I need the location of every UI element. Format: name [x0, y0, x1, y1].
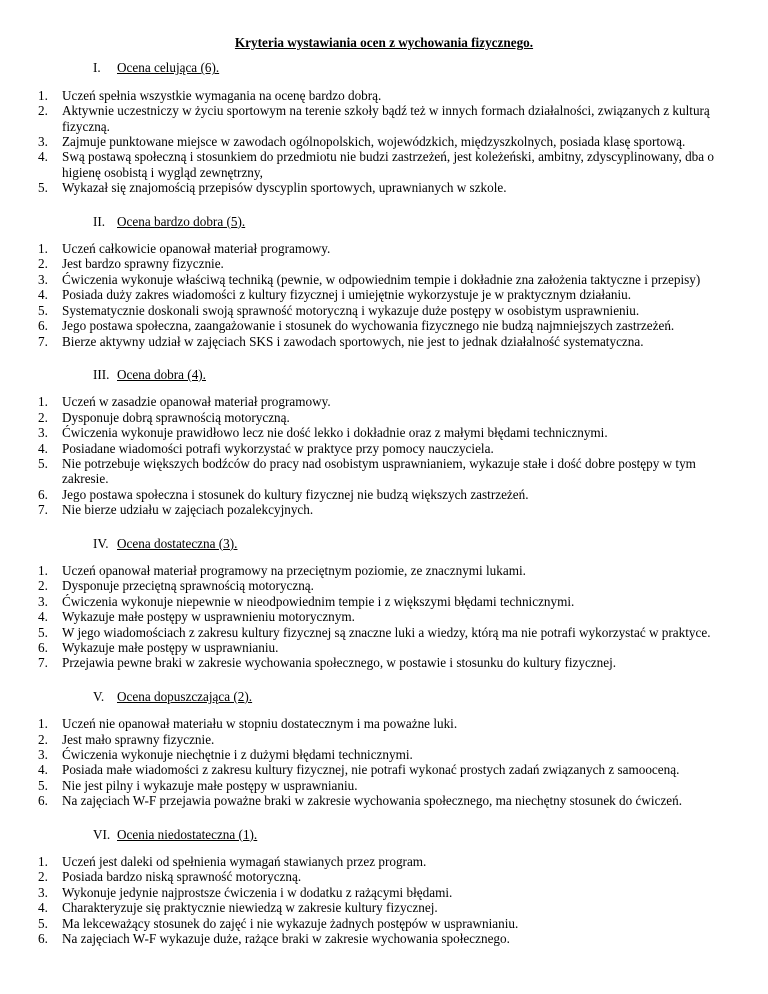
- list-item-text: Wykazał się znajomością przepisów dyscyplin sportowych, uprawnianych w szkole.: [62, 180, 507, 196]
- section-heading-label: Ocena dopuszczająca (2).: [117, 688, 253, 704]
- list-item-number: 3.: [38, 271, 48, 287]
- list-item: [0, 793, 768, 808]
- list-item-text: Przejawia pewne braki w zakresie wychowania społecznego, w postawie i stosunku do kultury fizycznej.: [62, 655, 617, 671]
- list-item: [0, 716, 768, 731]
- section-heading: [0, 536, 768, 551]
- section-heading: [0, 689, 768, 704]
- list-item-text: Uczeń nie opanował materiału w stopniu dostatecznym i ma poważne luki.: [62, 716, 458, 732]
- criteria-list: [0, 854, 768, 946]
- list-item: [0, 869, 768, 884]
- list-item-text: Na zajęciach W-F wykazuje duże, rażące braki w zakresie wychowania społecznego.: [62, 931, 510, 947]
- grade-section: [0, 689, 768, 809]
- list-item-number: 6.: [38, 793, 48, 809]
- list-item: [0, 425, 768, 440]
- list-item-text: Nie potrzebuje większych bodźców do pracy nad osobistym usprawnianiem, wykazuje stałe i dość dobre postępy w tym zakresie.: [62, 455, 696, 487]
- list-item: [0, 287, 768, 302]
- criteria-list: [0, 88, 768, 196]
- list-item: [0, 655, 768, 670]
- list-item-number: 1.: [38, 394, 48, 410]
- list-item-number: 1.: [38, 562, 48, 578]
- list-item-number: 2.: [38, 869, 48, 885]
- criteria-list: [0, 563, 768, 671]
- list-item-text: Wykonuje jedynie najprostsze ćwiczenia i w dodatku z rażącymi błędami.: [62, 884, 453, 900]
- list-item: [0, 149, 768, 180]
- list-item-text: Dysponuje dobrą sprawnością motoryczną.: [62, 409, 290, 425]
- list-item-text: Ćwiczenia wykonuje prawidłowo lecz nie dość lekko i dokładnie oraz z małymi błędami technicznymi.: [62, 425, 608, 441]
- list-item-text: Ćwiczenia wykonuje niepewnie w nieodpowiednim tempie i z większymi błędami technicznymi.: [62, 593, 575, 609]
- list-item-text: Posiada bardzo niską sprawność motoryczną.: [62, 869, 302, 885]
- list-item-number: 3.: [38, 134, 48, 150]
- list-item-number: 2.: [38, 256, 48, 272]
- section-heading-label: Ocena dostateczna (3).: [117, 535, 238, 551]
- list-item: [0, 272, 768, 287]
- list-item-text: Ćwiczenia wykonuje niechętnie i z dużymi błędami technicznymi.: [62, 747, 413, 763]
- list-item-text: Ma lekceważący stosunek do zajęć i nie wykazuje żadnych postępów w usprawnianiu.: [62, 915, 519, 931]
- list-item-number: 5.: [38, 915, 48, 931]
- section-heading: [0, 214, 768, 229]
- list-item: [0, 103, 768, 134]
- list-item-number: 5.: [38, 302, 48, 318]
- grade-section: [0, 60, 768, 195]
- list-item-text: Systematycznie doskonali swoją sprawność motoryczną i wykazuje duże postępy w osobistym usprawnieniu.: [62, 302, 640, 318]
- list-item-number: 5.: [38, 777, 48, 793]
- list-item: [0, 318, 768, 333]
- list-item-number: 3.: [38, 425, 48, 441]
- list-item-text: Uczeń spełnia wszystkie wymagania na ocenę bardzo dobrą.: [62, 87, 382, 103]
- list-item-number: 3.: [38, 593, 48, 609]
- list-item-number: 3.: [38, 747, 48, 763]
- list-item-number: 2.: [38, 103, 48, 119]
- list-item-number: 4.: [38, 762, 48, 778]
- list-item: [0, 885, 768, 900]
- list-item-number: 4.: [38, 440, 48, 456]
- list-item: [0, 334, 768, 349]
- list-item: [0, 762, 768, 777]
- list-item: [0, 778, 768, 793]
- list-item: [0, 241, 768, 256]
- list-item-text: Posiadane wiadomości potrafi wykorzystać w praktyce przy pomocy nauczyciela.: [62, 440, 494, 456]
- list-item-number: 5.: [38, 180, 48, 196]
- section-numeral: VI.: [93, 826, 111, 842]
- list-item: [0, 578, 768, 593]
- list-item-text: Jego postawa społeczna i stosunek do kultury fizycznej nie budzą większych zastrzeżeń.: [62, 486, 529, 502]
- list-item-number: 2.: [38, 731, 48, 747]
- list-item-number: 1.: [38, 716, 48, 732]
- criteria-sections: [0, 60, 768, 946]
- list-item: [0, 732, 768, 747]
- list-item: [0, 394, 768, 409]
- document-title: Kryteria wystawiania ocen z wychowania fizycznego.: [234, 35, 534, 50]
- list-item-number: 6.: [38, 931, 48, 947]
- grade-section: [0, 827, 768, 947]
- list-item-number: 4.: [38, 900, 48, 916]
- list-item-text: Jest bardzo sprawny fizycznie.: [62, 256, 224, 272]
- section-numeral: IV.: [93, 535, 109, 551]
- list-item-number: 1.: [38, 87, 48, 103]
- list-item-number: 7.: [38, 655, 48, 671]
- list-item-number: 6.: [38, 640, 48, 655]
- section-heading: [0, 367, 768, 382]
- section-numeral: I.: [93, 60, 101, 76]
- list-item-text: Uczeń całkowicie opanował materiał programowy.: [62, 241, 331, 257]
- list-item: [0, 256, 768, 271]
- list-item: [0, 88, 768, 103]
- section-heading-label: Ocena celująca (6).: [117, 60, 220, 76]
- list-item: [0, 747, 768, 762]
- list-item-text: Aktywnie uczestniczy w życiu sportowym na terenie szkoły bądź też w innych formach działalności, związanych z kulturą fizyczną.: [62, 103, 710, 134]
- list-item-number: 4.: [38, 287, 48, 303]
- list-item-number: 2.: [38, 578, 48, 594]
- list-item: [0, 900, 768, 915]
- list-item-number: 1.: [38, 241, 48, 257]
- section-heading-label: Ocena dobra (4).: [117, 366, 206, 382]
- list-item: [0, 609, 768, 624]
- list-item-number: 3.: [38, 884, 48, 900]
- list-item-text: Ćwiczenia wykonuje właściwą techniką (pewnie, w odpowiednim tempie i dokładnie zna założenia taktyczne i przepisy): [62, 271, 701, 287]
- list-item-text: W jego wiadomościach z zakresu kultury fizycznej są znaczne luki a wiedzy, którą ma nie potrafi wykorzystać w praktyce.: [62, 624, 711, 640]
- list-item: [0, 594, 768, 609]
- list-item: [0, 916, 768, 931]
- list-item: [0, 441, 768, 456]
- list-item-text: Charakteryzuje się praktycznie niewiedzą w zakresie kultury fizycznej.: [62, 900, 438, 916]
- list-item-number: 2.: [38, 409, 48, 425]
- section-heading-label: Ocena bardzo dobra (5).: [117, 213, 246, 229]
- list-item-number: 6.: [38, 318, 48, 334]
- list-item-text: Posiada małe wiadomości z zakresu kultury fizycznej, nie potrafi wykonać prostych zadań związanych z samooceną.: [62, 762, 680, 778]
- list-item: [0, 303, 768, 318]
- section-heading: [0, 60, 768, 75]
- criteria-list: [0, 716, 768, 808]
- list-item: [0, 410, 768, 425]
- list-item-number: 7.: [38, 502, 48, 518]
- list-item-number: 1.: [38, 854, 48, 870]
- list-item-number: 4.: [38, 609, 48, 625]
- list-item-text: Nie jest pilny i wykazuje małe postępy w usprawnianiu.: [62, 777, 358, 793]
- list-item: [0, 487, 768, 502]
- section-numeral: V.: [93, 688, 105, 704]
- list-item: [0, 640, 768, 655]
- grade-section: [0, 536, 768, 671]
- list-item-number: 7.: [38, 333, 48, 349]
- section-heading-label: Ocenia niedostateczna (1).: [117, 826, 258, 842]
- list-item-text: Nie bierze udziału w zajęciach pozalekcyjnych.: [62, 502, 314, 518]
- list-item-text: Wykazuje małe postępy w usprawnieniu motorycznym.: [62, 609, 355, 625]
- section-heading: [0, 827, 768, 842]
- list-item-text: Uczeń opanował materiał programowy na przeciętnym poziomie, ze znacznymi lukami.: [62, 562, 526, 578]
- list-item: [0, 563, 768, 578]
- list-item-text: Posiada duży zakres wiadomości z kultury fizycznej i umiejętnie wykorzystuje je w praktycznym działaniu.: [62, 287, 632, 303]
- list-item-text: Jego postawa społeczna, zaangażowanie i stosunek do wychowania fizycznego nie budzą najmniejszych zastrzeżeń.: [62, 318, 675, 334]
- list-item-number: 5.: [38, 455, 48, 471]
- section-numeral: III.: [93, 366, 110, 382]
- list-item: [0, 180, 768, 195]
- list-item-text: Zajmuje punktowane miejsce w zawodach ogólnopolskich, wojewódzkich, międzyszkolnych, posiada klasę sportową.: [62, 134, 686, 150]
- list-item: [0, 456, 768, 487]
- list-item: [0, 134, 768, 149]
- list-item: [0, 854, 768, 869]
- list-item-number: 5.: [38, 624, 48, 640]
- list-item-text: Uczeń w zasadzie opanował materiał programowy.: [62, 394, 331, 410]
- list-item-number: 4.: [38, 149, 48, 165]
- list-item-text: Bierze aktywny udział w zajęciach SKS i zawodach sportowych, nie jest to jednak działalność systematyczna.: [62, 333, 644, 349]
- list-item: [0, 502, 768, 517]
- list-item-text: Wykazuje małe postępy w usprawnianiu.: [62, 640, 279, 655]
- criteria-list: [0, 241, 768, 349]
- list-item-text: Na zajęciach W-F przejawia poważne braki w zakresie wychowania społecznego, ma niechętny stosunek do ćwiczeń.: [62, 793, 683, 809]
- list-item: [0, 931, 768, 946]
- list-item-text: Jest mało sprawny fizycznie.: [62, 731, 215, 747]
- list-item-text: Uczeń jest daleki od spełnienia wymagań stawianych przez program.: [62, 854, 427, 870]
- grade-section: [0, 367, 768, 518]
- grade-section: [0, 214, 768, 349]
- section-numeral: II.: [93, 213, 106, 229]
- criteria-list: [0, 394, 768, 517]
- list-item-number: 6.: [38, 486, 48, 502]
- list-item-text: Dysponuje przeciętną sprawnością motoryczną.: [62, 578, 314, 594]
- list-item: [0, 625, 768, 640]
- list-item-text: Swą postawą społeczną i stosunkiem do przedmiotu nie budzi zastrzeżeń, jest koleżeński, ambitny, zdyscyplinowany, dba o higienę osobistą i wygląd zewnętrzny,: [62, 149, 714, 180]
